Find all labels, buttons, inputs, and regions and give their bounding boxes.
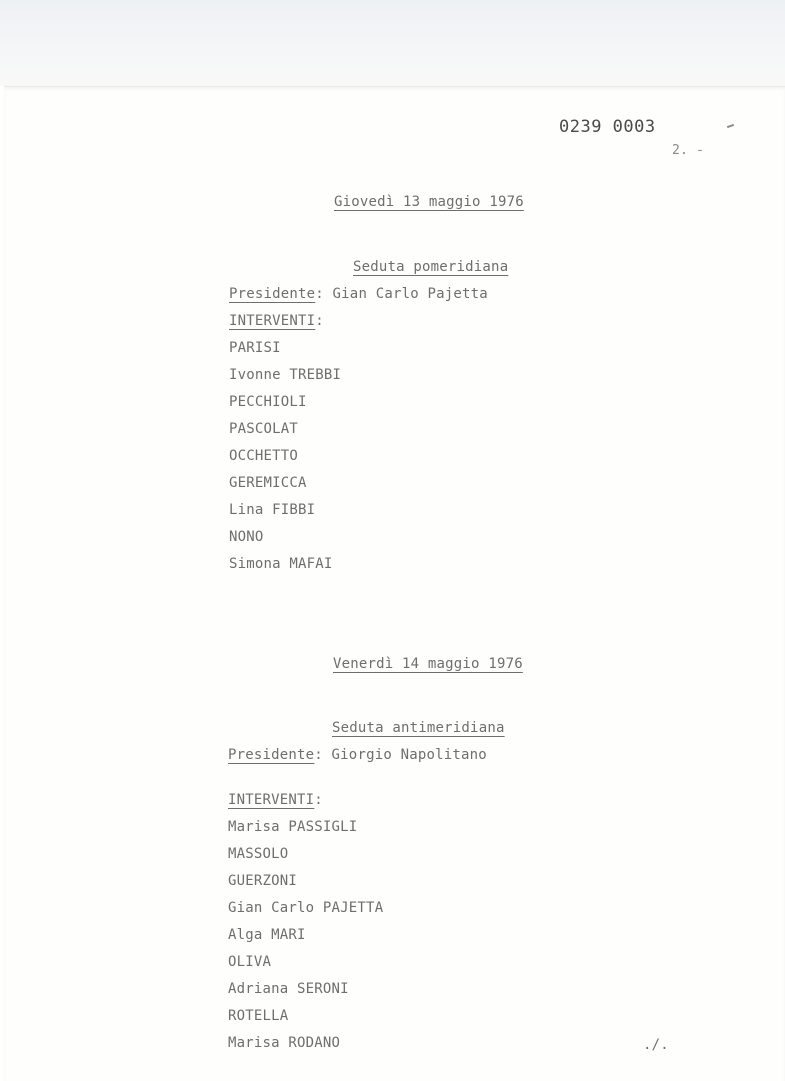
speaker-item: PECCHIOLI [229,394,307,410]
document-number: 0239 0003 [559,117,656,137]
speaker-item: Alga MARI [228,927,306,943]
speaker-item: GEREMICCA [229,475,307,491]
document-page [4,86,785,1081]
session2-date: Venerdì 14 maggio 1976 [333,656,523,672]
session1-president-line [229,285,488,303]
speaker-item: MASSOLO [228,846,289,862]
interventi-label: INTERVENTI [229,313,316,329]
president-name: : Giorgio Napolitano [314,747,487,763]
page-number: 2. - [672,143,705,158]
session2-president-line [228,746,487,764]
speaker-item: ROTELLA [228,1008,289,1024]
continuation-mark: ./. [643,1037,669,1053]
president-label: Presidente [228,747,315,763]
interventi-colon: : [314,792,323,808]
speaker-item: Adriana SERONI [228,981,349,997]
speaker-item: Marisa PASSIGLI [228,819,358,835]
speaker-item: OCCHETTO [229,448,299,464]
session2-seduta: Seduta antimeridiana [332,720,505,736]
session1-date: Giovedì 13 maggio 1976 [334,194,524,210]
session2-interventi-line [228,791,323,809]
speaker-item: PARISI [229,340,281,356]
scan-background [0,0,785,86]
speaker-item: Lina FIBBI [229,502,316,518]
president-name: : Gian Carlo Pajetta [315,286,488,302]
speaker-item: Gian Carlo PAJETTA [228,900,384,916]
speaker-item: GUERZONI [228,873,298,889]
speaker-item: Simona MAFAI [229,556,333,572]
session1-seduta: Seduta pomeridiana [353,259,509,275]
speaker-item: NONO [229,529,264,545]
session1-interventi-line [229,312,324,330]
speaker-item: Ivonne TREBBI [229,367,342,383]
interventi-label: INTERVENTI [228,792,315,808]
speaker-item: PASCOLAT [229,421,299,437]
interventi-colon: : [315,313,324,329]
president-label: Presidente [229,286,316,302]
speaker-item: Marisa RODANO [228,1035,341,1051]
speaker-item: OLIVA [228,954,272,970]
